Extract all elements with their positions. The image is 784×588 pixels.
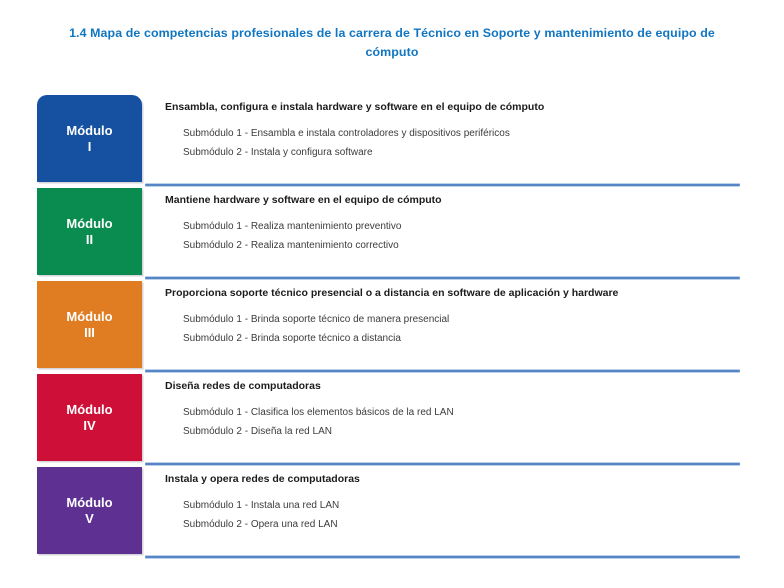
module-4-badge [37, 374, 142, 461]
section-divider [145, 277, 740, 279]
module-5-submodules [165, 497, 740, 534]
module-2-numeral: II [85, 231, 94, 247]
submodule-item: Submódulo 2 - Brinda soporte técnico a distancia [183, 332, 401, 344]
module-1-content [142, 95, 740, 182]
submodule-item: Submódulo 1 - Instala una red LAN [183, 500, 340, 511]
module-3-submodules [165, 311, 740, 348]
module-2-content [142, 188, 740, 275]
module-1-heading: Ensambla, configura e instala hardware y software en el equipo de cómputo [165, 101, 545, 113]
module-3-content [142, 281, 740, 368]
module-2-submodules [165, 218, 740, 255]
module-row-3 [37, 281, 740, 368]
module-2-label: Módulo [66, 215, 113, 231]
module-1-label: Módulo [66, 122, 113, 138]
module-4-numeral: IV [83, 417, 96, 433]
module-row-4 [37, 374, 740, 461]
module-3-badge [37, 281, 142, 368]
module-row-2 [37, 188, 740, 275]
module-3-heading: Proporciona soporte técnico presencial o a distancia en software de aplicación y hardware [165, 287, 619, 299]
page-title-line-2: cómputo [365, 45, 419, 59]
module-2-heading: Mantiene hardware y software en el equipo de cómputo [165, 194, 442, 206]
competency-map [37, 95, 740, 560]
module-2-badge [37, 188, 142, 275]
module-4-label: Módulo [66, 401, 113, 417]
submodule-item: Submódulo 1 - Clasifica los elementos básicos de la red LAN [183, 407, 454, 418]
section-divider [145, 463, 740, 465]
page-title [0, 24, 784, 62]
submodule-item: Submódulo 2 - Opera una red LAN [183, 518, 338, 530]
module-4-content [142, 374, 740, 461]
module-1-numeral: I [87, 138, 92, 154]
module-4-heading: Diseña redes de computadoras [165, 380, 321, 392]
page-title-line-1: 1.4 Mapa de competencias profesionales de la carrera de Técnico en Soporte y mantenimiento de equipo de [69, 26, 715, 40]
submodule-item: Submódulo 1 - Ensambla e instala controladores y dispositivos periféricos [183, 128, 510, 139]
section-divider [145, 370, 740, 372]
module-1-badge [37, 95, 142, 182]
module-3-label: Módulo [66, 308, 113, 324]
submodule-item: Submódulo 1 - Realiza mantenimiento preventivo [183, 221, 402, 232]
module-row-1 [37, 95, 740, 182]
module-5-numeral: V [85, 510, 94, 526]
submodule-item: Submódulo 1 - Brinda soporte técnico de manera presencial [183, 314, 450, 325]
module-5-content [142, 467, 740, 554]
module-4-submodules [165, 404, 740, 441]
module-row-5 [37, 467, 740, 554]
submodule-item: Submódulo 2 - Diseña la red LAN [183, 425, 332, 437]
submodule-item: Submódulo 2 - Realiza mantenimiento correctivo [183, 239, 399, 251]
section-divider [145, 556, 740, 558]
module-3-numeral: III [84, 324, 95, 340]
module-5-label: Módulo [66, 494, 113, 510]
module-5-heading: Instala y opera redes de computadoras [165, 473, 360, 485]
submodule-item: Submódulo 2 - Instala y configura software [183, 146, 373, 158]
module-5-badge [37, 467, 142, 554]
section-divider [145, 184, 740, 186]
module-1-submodules [165, 125, 740, 162]
